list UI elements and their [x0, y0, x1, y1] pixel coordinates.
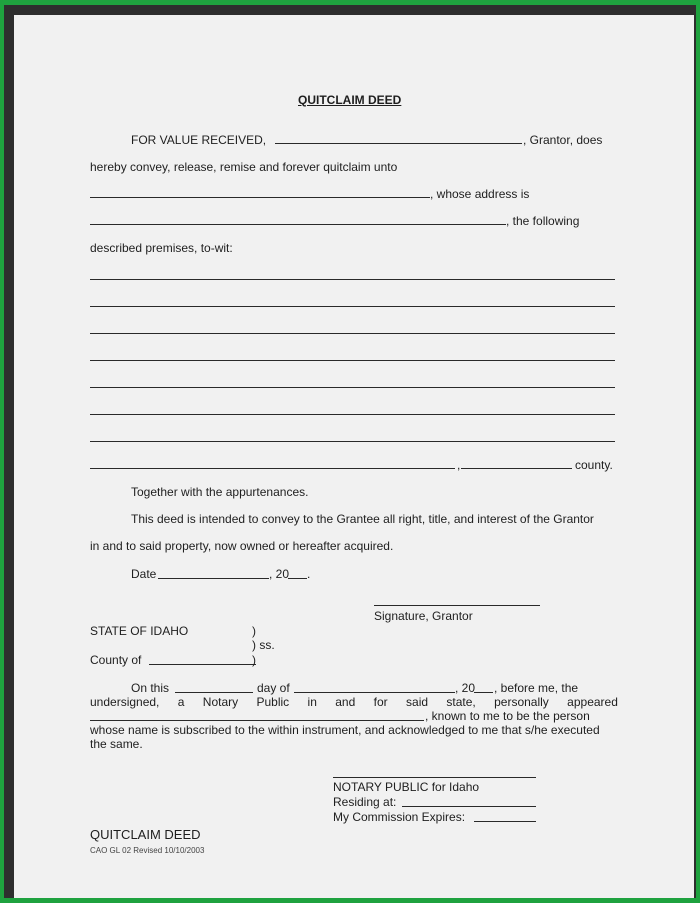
date-label: Date [131, 567, 157, 581]
grantor-does-text: , Grantor, does [523, 133, 603, 147]
whose-address-text: , whose address is [430, 187, 530, 201]
ack-line-2 [90, 695, 618, 709]
ack-word: Notary [202, 695, 239, 709]
residing-at-label: Residing at: [333, 795, 397, 809]
page-title: QUITCLAIM DEED [298, 93, 402, 107]
county-text: county. [575, 458, 613, 472]
ack-word: in [307, 695, 317, 709]
premises-line-4[interactable] [90, 360, 615, 361]
county-of-field[interactable] [149, 664, 256, 665]
the-following-text: , the following [506, 214, 580, 228]
notary-public-label: NOTARY PUBLIC for Idaho [333, 780, 480, 794]
comma-text: , [457, 458, 461, 472]
ack-month-field[interactable] [294, 692, 455, 693]
ack-word: a [177, 695, 185, 709]
ack-day-field[interactable] [175, 692, 253, 693]
the-same-text: the same. [90, 737, 143, 751]
notary-signature-field[interactable] [333, 777, 536, 778]
known-to-me-text: , known to me to be the person [425, 709, 590, 723]
date-field[interactable] [158, 578, 269, 579]
commission-expires-label: My Commission Expires: [333, 810, 466, 824]
grantee-name-field[interactable] [90, 197, 430, 198]
grantee-address-field[interactable] [90, 224, 506, 225]
premises-line-3[interactable] [90, 333, 615, 334]
ack-word: undersigned, [90, 695, 160, 709]
commission-expires-field[interactable] [474, 821, 536, 822]
day-of-text: day of [257, 681, 290, 695]
venue-ss-text: ) ss. [252, 638, 275, 652]
for-value-received-text: FOR VALUE RECEIVED, [131, 133, 267, 147]
described-premises-text: described premises, to-wit: [90, 241, 233, 255]
window-frame [4, 5, 696, 898]
hereby-convey-text: hereby convey, release, remise and forever quitclaim unto [90, 160, 398, 174]
whose-name-text: whose name is subscribed to the within instrument, and acknowledged to me that s/he executed [90, 723, 600, 737]
before-me-text: , before me, the [494, 681, 579, 695]
grantor-name-field[interactable] [275, 143, 522, 144]
on-this-text: On this [131, 681, 170, 695]
ack-word: Public [256, 695, 290, 709]
document-page [14, 15, 694, 898]
in-and-to-text: in and to said property, now owned or hereafter acquired. [90, 539, 394, 553]
premises-line-1[interactable] [90, 279, 615, 280]
ack-year-field[interactable] [474, 692, 493, 693]
ack-word: appeared [567, 695, 618, 709]
date-year-prefix: , 20 [269, 567, 290, 581]
premises-location-field[interactable] [90, 468, 455, 469]
state-of-idaho-text: STATE OF IDAHO [90, 624, 189, 638]
county-of-label: County of [90, 653, 142, 667]
footer-revision: CAO GL 02 Revised 10/10/2003 [90, 846, 205, 855]
grantor-signature-field[interactable] [374, 605, 540, 606]
date-period: . [307, 567, 311, 581]
county-name-field[interactable] [461, 468, 572, 469]
residing-at-field[interactable] [402, 806, 536, 807]
venue-paren-1: ) [252, 624, 256, 638]
ack-word: for [373, 695, 388, 709]
footer-title: QUITCLAIM DEED [90, 827, 201, 842]
ack-word: said [406, 695, 429, 709]
ack-word: state, [446, 695, 476, 709]
ack-word: and [335, 695, 356, 709]
date-year-field[interactable] [288, 578, 307, 579]
premises-line-5[interactable] [90, 387, 615, 388]
venue-paren-3: ) [252, 653, 256, 667]
appurtenances-text: Together with the appurtenances. [131, 485, 309, 499]
ack-word: personally [494, 695, 549, 709]
ack-year-prefix: , 20 [455, 681, 476, 695]
premises-line-7[interactable] [90, 441, 615, 442]
signature-grantor-label: Signature, Grantor [374, 609, 473, 623]
premises-line-2[interactable] [90, 306, 615, 307]
appeared-person-field[interactable] [90, 720, 424, 721]
deed-intent-text: This deed is intended to convey to the Grantee all right, title, and interest of the Grantor [131, 512, 594, 526]
premises-line-6[interactable] [90, 414, 615, 415]
